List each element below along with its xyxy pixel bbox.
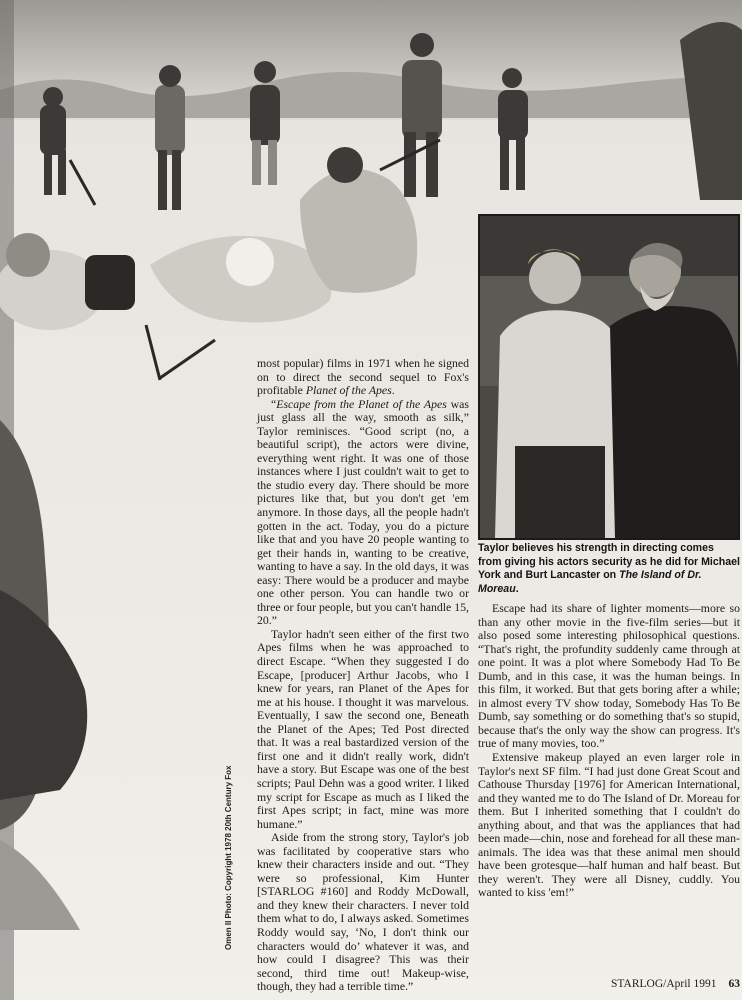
article-column-right bbox=[478, 602, 740, 900]
paragraph-text-end: . bbox=[391, 383, 395, 398]
magazine-issue: STARLOG/April 1991 bbox=[611, 978, 717, 990]
caption-end: . bbox=[515, 582, 519, 595]
caption-text: Taylor believes his strength in directing comes from giving his actors security as he did for Michael York and Burt Lancaster on bbox=[478, 542, 740, 582]
page-footer bbox=[530, 978, 740, 990]
paragraph-text: most popular) films in 1971 when he signed on to direct the second sequel to Fox's profitable bbox=[257, 356, 469, 398]
article-paragraph bbox=[257, 357, 469, 398]
article-paragraph: Taylor hadn't seen either of the first two Apes films when he was approached to direct Escape. “When they suggested I do Escape, [producer] Arthur Jacobs, who I knew for years, ran Planet of the Apes for me at his house. I thought it was marvelous. Eventually, I saw the second one, Beneath the Planet of the Apes; Ted Post directed that. It was a real bastardized version of the first one and it didn't really work, didn't have a story. But Escape was one of the best scripts; Paul Dehn was a good writer. I liked my script for Escape as much as I liked the first Apes script; in fact, mine was more humane.” bbox=[257, 626, 469, 831]
article-column-left bbox=[257, 357, 469, 994]
article-paragraph: Escape had its share of lighter moments—more so than any other movie in the five-film series—but it also posed some interesting philosophical questions. “That's right, the profundity suddenly came through at one point. It was a plot where Somebody Had To Be Dumb, and in this case, it was the human beings. In this film, it worked. But that gets boring after a while; in almost every TV show today, Somebody Has To Be Dumb, say something or do something that's so stupid, because that's the only way the show can progress. It's true of many movies, too.” bbox=[478, 601, 740, 751]
article-paragraph: Extensive makeup played an even larger role in Taylor's next SF film. “I had just done Great Scout and Cathouse Thursday [1976] for American International, and they wanted me to do The Island of Dr. Moreau for them. But I inherited something that I couldn't do anything about, and that was the appliances that had been made—chin, nose and forehead for all these man-animals. The idea was that these animal men should have been grotesque—half human and half beast. But they weren't. They were all Disney, cuddly. You wanted to kiss 'em!” bbox=[478, 750, 740, 900]
inset-photo bbox=[478, 214, 740, 540]
paragraph-text-end: was just glass all the way, smooth as silk,” Taylor reminisces. “Good script (no, a beautiful script), the actors were divine, everything went right. It was one of those instances where I just couldn't wait to get to the studio every day. There should be more pictures like that, but you don't get 'em anymore. In those days, all the people hadn't gotten in the act. Today, you do a picture like that and you have 20 people wanting to get their hands in, wanting to be creative, wanting to have a say. In the old days, it was easy: There would be a producer and maybe one other person. You can handle two or three or four people, but you can't handle 15, 20.” bbox=[257, 396, 469, 628]
paragraph-emphasis: Planet of the Apes bbox=[305, 383, 392, 398]
paragraph-emphasis: Escape from the Planet of the Apes bbox=[276, 396, 447, 411]
article-paragraph bbox=[257, 398, 469, 628]
caption-film-title: The Island of Dr. Moreau bbox=[478, 569, 702, 595]
photo-credit: Omen II Photo: Copyright 1978 20th Century Fox bbox=[224, 765, 233, 950]
paragraph-text: “ bbox=[271, 396, 277, 411]
page-number: 63 bbox=[728, 978, 740, 990]
actors-photo bbox=[480, 216, 738, 538]
photo-caption bbox=[478, 542, 740, 596]
article-paragraph: Aside from the strong story, Taylor's job was facilitated by cooperative stars who knew their characters inside and out. “They were so professional, Kim Hunter [STARLOG #160] and Roddy McDowall, and they knew their characters. I never told them what to do, I always asked. Sometimes Roddy would say, ‘No, I don't think our characters would do’ whatever it was, and how could I disagree? This was their second, third time out! Makeup-wise, though, they had a terrible time.” bbox=[257, 830, 469, 994]
